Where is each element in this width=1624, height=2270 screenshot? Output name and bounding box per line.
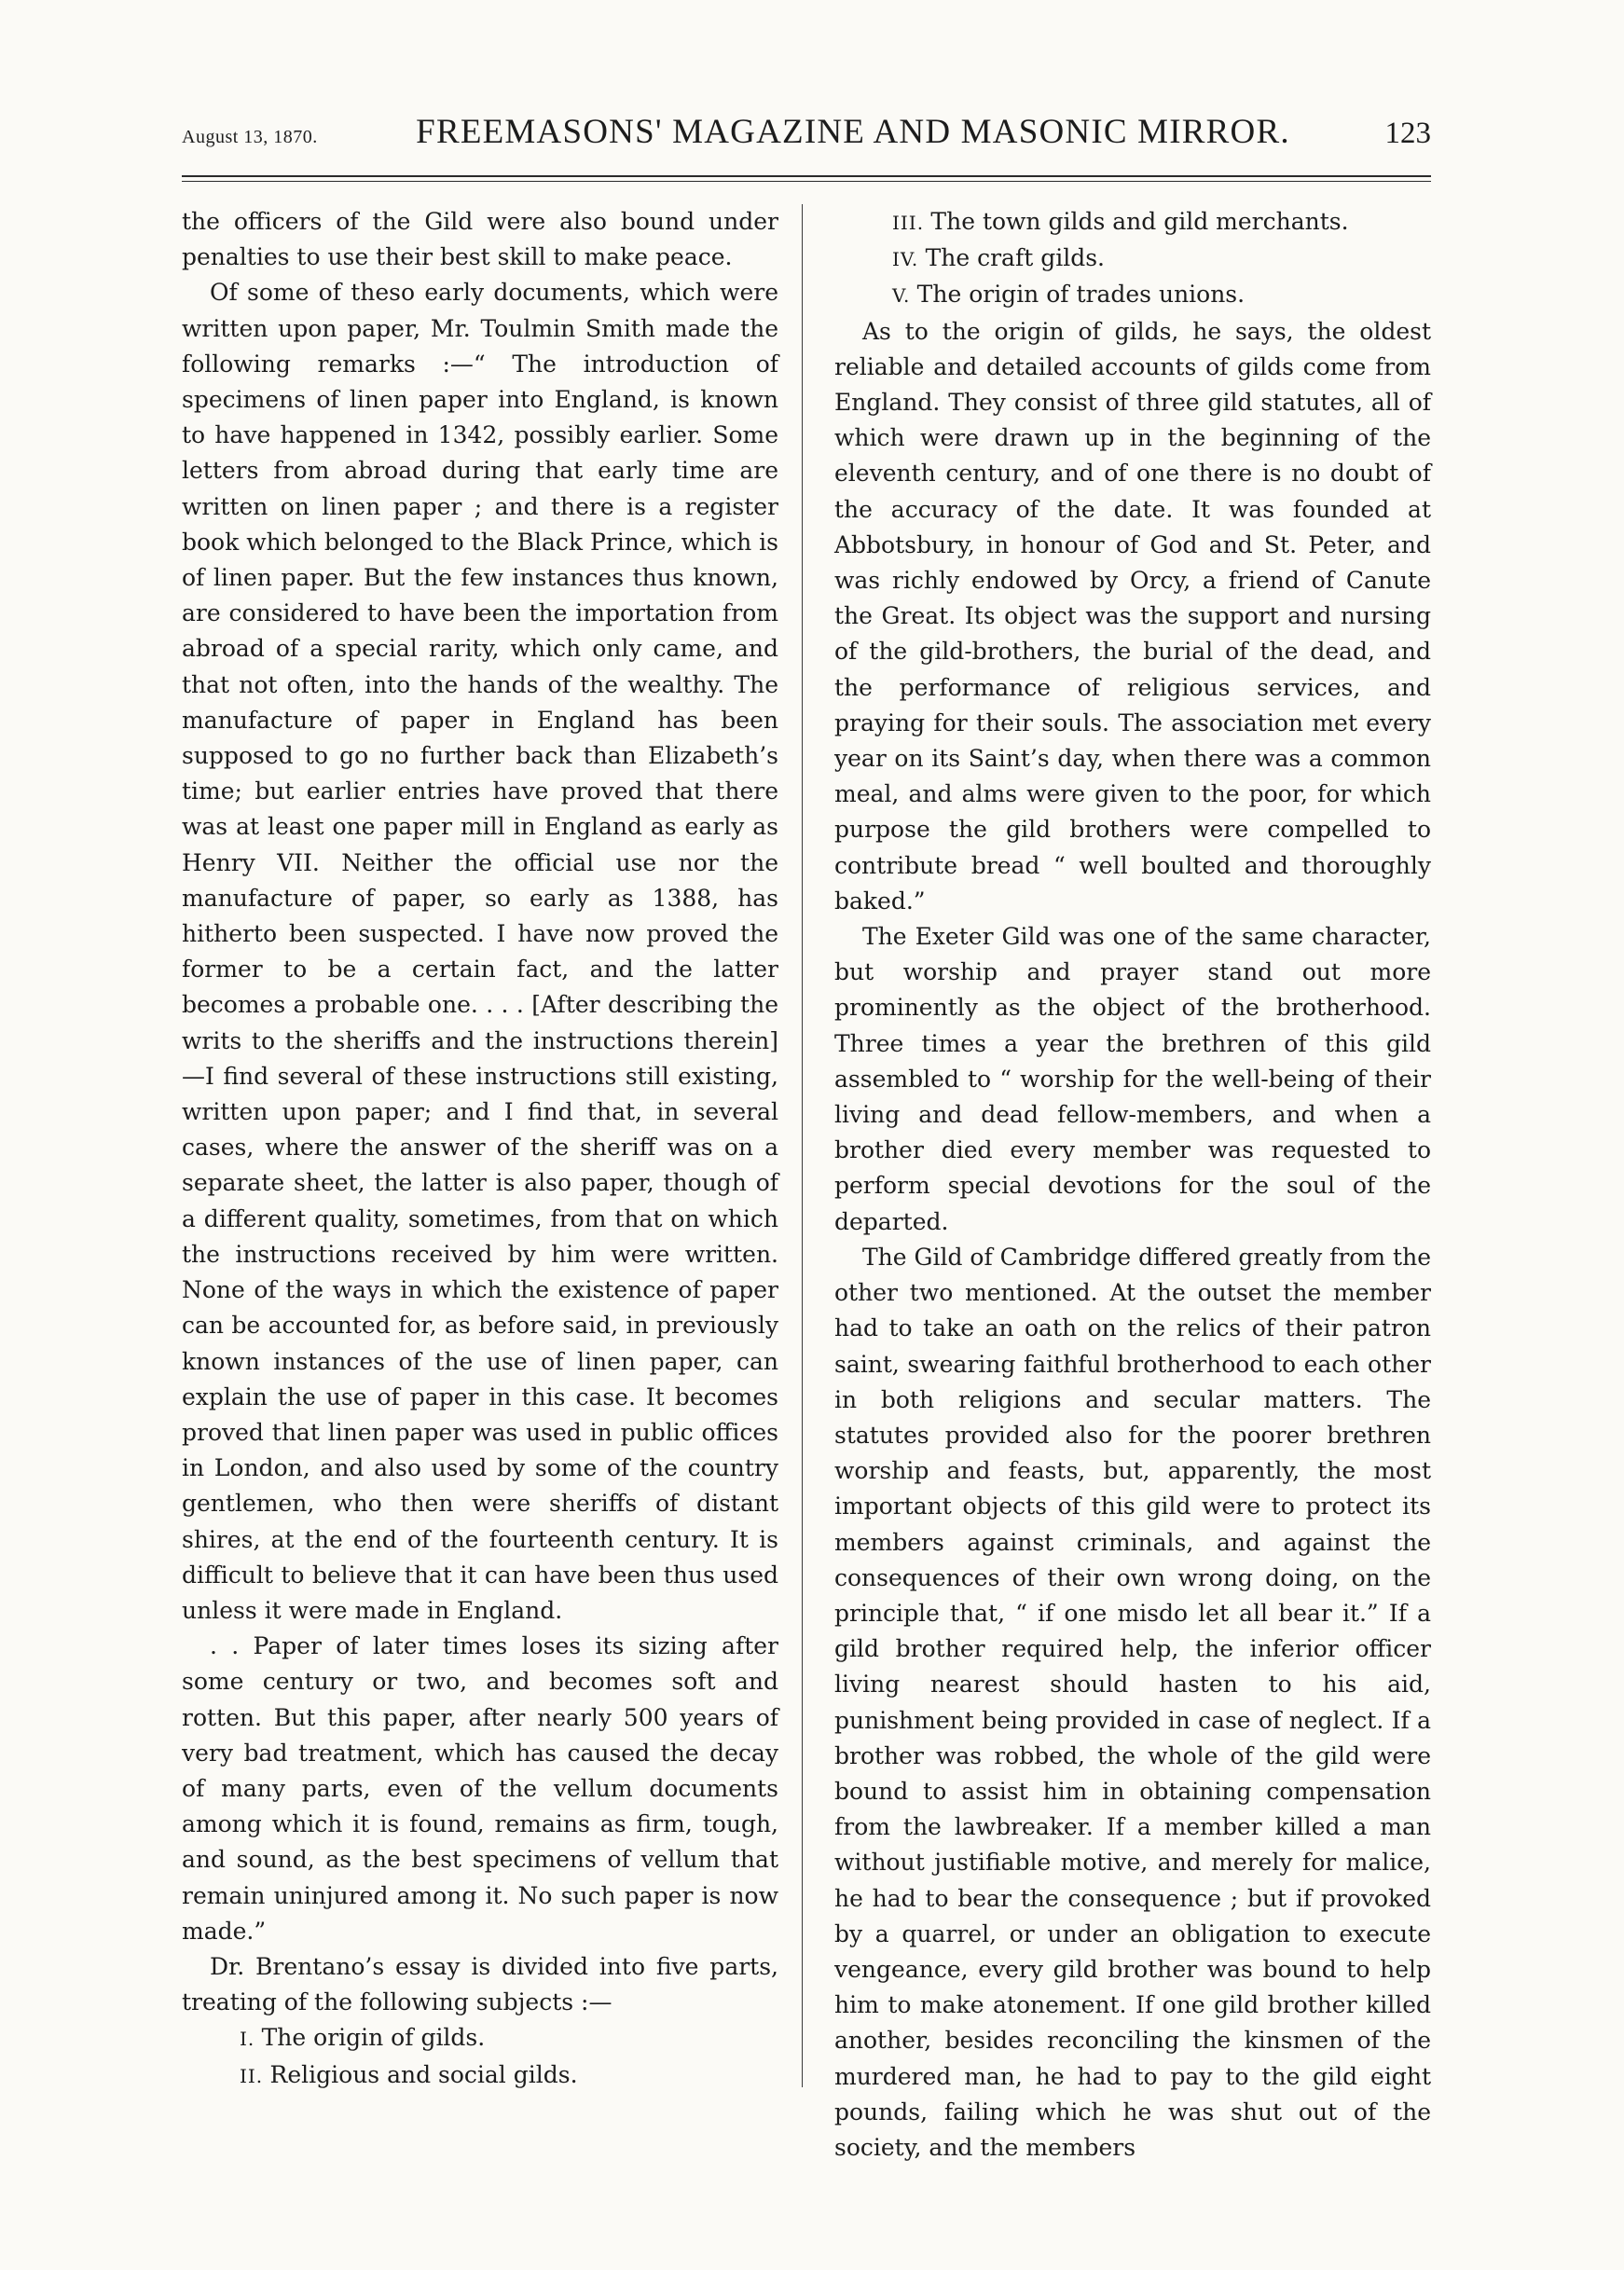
list-numeral: II. bbox=[240, 2064, 264, 2087]
paragraph: As to the origin of gilds, he says, the oldest reliable and detailed accounts of gilds come from England. They consist of three gild statutes, all of which were drawn up in the beginning of the eleventh century, and of one there is no doubt of the accuracy of the date. It was founded at Abbotsbury, in honour of God and St. Peter, and was richly endowed by Orcy, a friend of Canute the Great. Its object was the support and nursing of the gild-brothers, the burial of the dead, and the performance of religious services, and praying for their souls. The association met every year on its Saint’s day, when there was a common meal, and alms were given to the poor, for which purpose the gild brothers were compelled to contribute bread “ well boulted and thoroughly baked.” bbox=[834, 317, 1431, 915]
paragraph: Of some of theso early documents, which were written upon paper, Mr. Toulmin Smith made the following remarks :—“ The introduction of specimens of linen paper into England, is known to have happened in 1342, possibly earlier. Some letters from abroad during that early time are written on linen paper ; and there is a register book which belonged to the Black Prince, which is of linen paper. But the few instances thus known, are considered to have been the importation from abroad of a special rarity, which only came, and that not often, into the hands of the wealthy. The manufacture of paper in England has been supposed to go no further back than Elizabeth’s time; but earlier entries have proved that there was at least one paper mill in England as early as Henry VII. Neither the official use nor the manufacture of paper, so early as 1388, has hitherto been suspected. I have now proved the former to be a certain fact, and the latter becomes a probable one. . . . [After describing the writs to the sheriffs and the instructions therein]—I find several of these instructions still existing, written upon paper; and I find that, in several cases, where the answer of the sheriff was on a separate sheet, the latter is also paper, though of a different quality, sometimes, from that on which the instructions received by him were written. None of the ways in which the existence of paper can be accounted for, as before said, in previously known instances of the use of linen paper, can explain the use of paper in this case. It becomes proved that linen paper was used in public offices in London, and also used by some of the country gentlemen, who then were sheriffs of distant shires, at the end of the fourteenth century. It is difficult to believe that it can have been thus used unless it were made in England. bbox=[182, 279, 778, 1624]
header-rule-thick bbox=[182, 175, 1431, 177]
right-column bbox=[834, 204, 1431, 2166]
list-item bbox=[182, 2057, 778, 2094]
list-numeral: III. bbox=[892, 212, 925, 234]
paragraph: the officers of the Gild were also bound under penalties to use their best skill to make peace. bbox=[182, 208, 778, 271]
paragraph: . . Paper of later times loses its sizing after some century or two, and becomes soft and rotten. But this paper, after nearly 500 years of very bad treatment, which has caused the decay of many parts, even of the vellum documents among which it is found, remains as firm, tough, and sound, as the best specimens of vellum that remain uninjured among it. No such paper is now made.” bbox=[182, 1632, 778, 1945]
page-number: 123 bbox=[1384, 117, 1431, 150]
list-text: Religious and social gilds. bbox=[269, 2060, 578, 2088]
list-item bbox=[834, 204, 1431, 241]
left-column bbox=[182, 204, 778, 2166]
column-divider bbox=[802, 204, 803, 2087]
list-numeral: V. bbox=[892, 284, 911, 308]
issue-date: August 13, 1870. bbox=[182, 127, 318, 147]
subject-list bbox=[182, 2020, 778, 2093]
magazine-page bbox=[182, 112, 1431, 2166]
article-body bbox=[182, 204, 1431, 2166]
list-item bbox=[182, 2020, 778, 2057]
list-text: The origin of gilds. bbox=[261, 2024, 486, 2052]
header-rule-thin bbox=[182, 181, 1431, 182]
list-text: The craft gilds. bbox=[925, 244, 1105, 272]
list-numeral: I. bbox=[240, 2028, 255, 2051]
list-item bbox=[834, 241, 1431, 277]
list-text: The town gilds and gild merchants. bbox=[930, 208, 1349, 235]
subject-list-continued bbox=[834, 204, 1431, 314]
running-header bbox=[182, 112, 1431, 172]
list-item bbox=[834, 277, 1431, 313]
publication-title: FREEMASONS' MAGAZINE AND MASONIC MIRROR. bbox=[416, 113, 1290, 151]
paragraph: Dr. Brentano’s essay is divided into five parts, treating of the following subjects :— bbox=[182, 1952, 778, 2016]
list-numeral: IV. bbox=[892, 248, 919, 271]
list-text: The origin of trades unions. bbox=[916, 281, 1246, 309]
paragraph: The Exeter Gild was one of the same character, but worship and prayer stand out more prominently as the object of the brotherhood. Three times a year the brethren of this gild assembled to “ worship for the well-being of their living and dead fellow-members, and when a brother died every member was requested to perform special devotions for the soul of the departed. bbox=[834, 923, 1431, 1235]
paragraph: The Gild of Cambridge differed greatly from the other two mentioned. At the outset the member had to take an oath on the relics of their patron saint, swearing faithful brotherhood to each other in both religions and secular matters. The statutes provided also for the poorer brethren worship and feasts, but, apparently, the most important objects of this gild were to protect its members against criminals, and against the consequences of their own wrong doing, on the principle that, “ if one misdo let all bear it.” If a gild brother required help, the inferior officer living nearest should hasten to his aid, punishment being provided in case of neglect. If a brother was robbed, the whole of the gild were bound to assist him in obtaining compensation from the lawbreaker. If a member killed a man without justifiable motive, and merely for malice, he had to bear the consequence ; but if provoked by a quarrel, or under an obligation to execute vengeance, every gild brother was bound to help him to make atonement. If one gild brother killed another, besides reconciling the kinsmen of the murdered man, he had to pay to the gild eight pounds, failing which he was shut out of the society, and the members bbox=[834, 1243, 1431, 2161]
